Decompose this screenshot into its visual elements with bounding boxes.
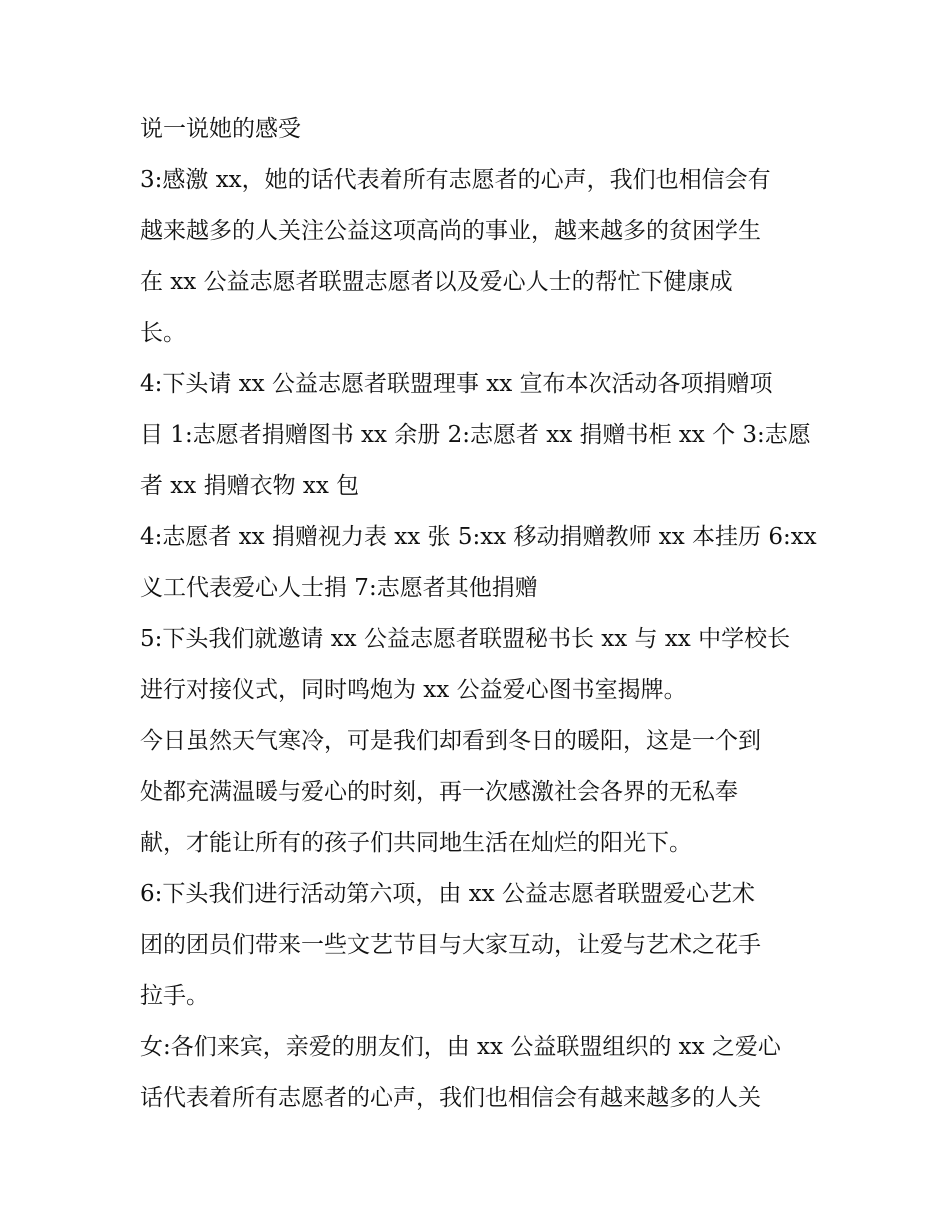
text-line: 6:下头我们进行活动第六项，由 xx 公益志愿者联盟爱心艺术 — [140, 881, 755, 907]
document-body — [140, 104, 820, 1124]
text-line: 长。 — [140, 320, 186, 346]
text-line: 团的团员们带来一些文艺节目与大家互动，让爱与艺术之花手 — [140, 932, 761, 958]
text-line: 拉手。 — [140, 983, 209, 1009]
text-line: 说一说她的感受 — [140, 116, 301, 142]
text-line: 4:下头请 xx 公益志愿者联盟理事 xx 宣布本次活动各项捐赠项 — [140, 371, 773, 397]
text-line: 目 1:志愿者捐赠图书 xx 余册 2:志愿者 xx 捐赠书柜 xx 个 3:志愿 — [140, 422, 811, 448]
text-line: 话代表着所有志愿者的心声，我们也相信会有越来越多的人关 — [140, 1085, 761, 1111]
text-line: 4:志愿者 xx 捐赠视力表 xx 张 5:xx 移动捐赠教师 xx 本挂历 6:xx — [140, 524, 817, 550]
text-line: 者 xx 捐赠衣物 xx 包 — [140, 473, 360, 499]
text-line: 5:下头我们就邀请 xx 公益志愿者联盟秘书长 xx 与 xx 中学校长 — [140, 626, 791, 652]
text-line: 在 xx 公益志愿者联盟志愿者以及爱心人士的帮忙下健康成 — [140, 269, 733, 295]
text-line: 3:感激 xx，她的话代表着所有志愿者的心声，我们也相信会有 — [140, 167, 771, 193]
text-line: 女:各们来宾，亲爱的朋友们，由 xx 公益联盟组织的 xx 之爱心 — [140, 1034, 781, 1060]
text-line: 义工代表爱心人士捐 7:志愿者其他捐赠 — [140, 575, 538, 601]
text-line: 处都充满温暖与爱心的时刻，再一次感激社会各界的无私奉 — [140, 779, 738, 805]
text-line: 越来越多的人关注公益这项高尚的事业，越来越多的贫困学生 — [140, 218, 761, 244]
text-line: 今日虽然天气寒冷，可是我们却看到冬日的暖阳，这是一个到 — [140, 728, 761, 754]
text-line: 进行对接仪式，同时鸣炮为 xx 公益爱心图书室揭牌。 — [140, 677, 687, 703]
text-line: 献，才能让所有的孩子们共同地生活在灿烂的阳光下。 — [140, 830, 692, 856]
